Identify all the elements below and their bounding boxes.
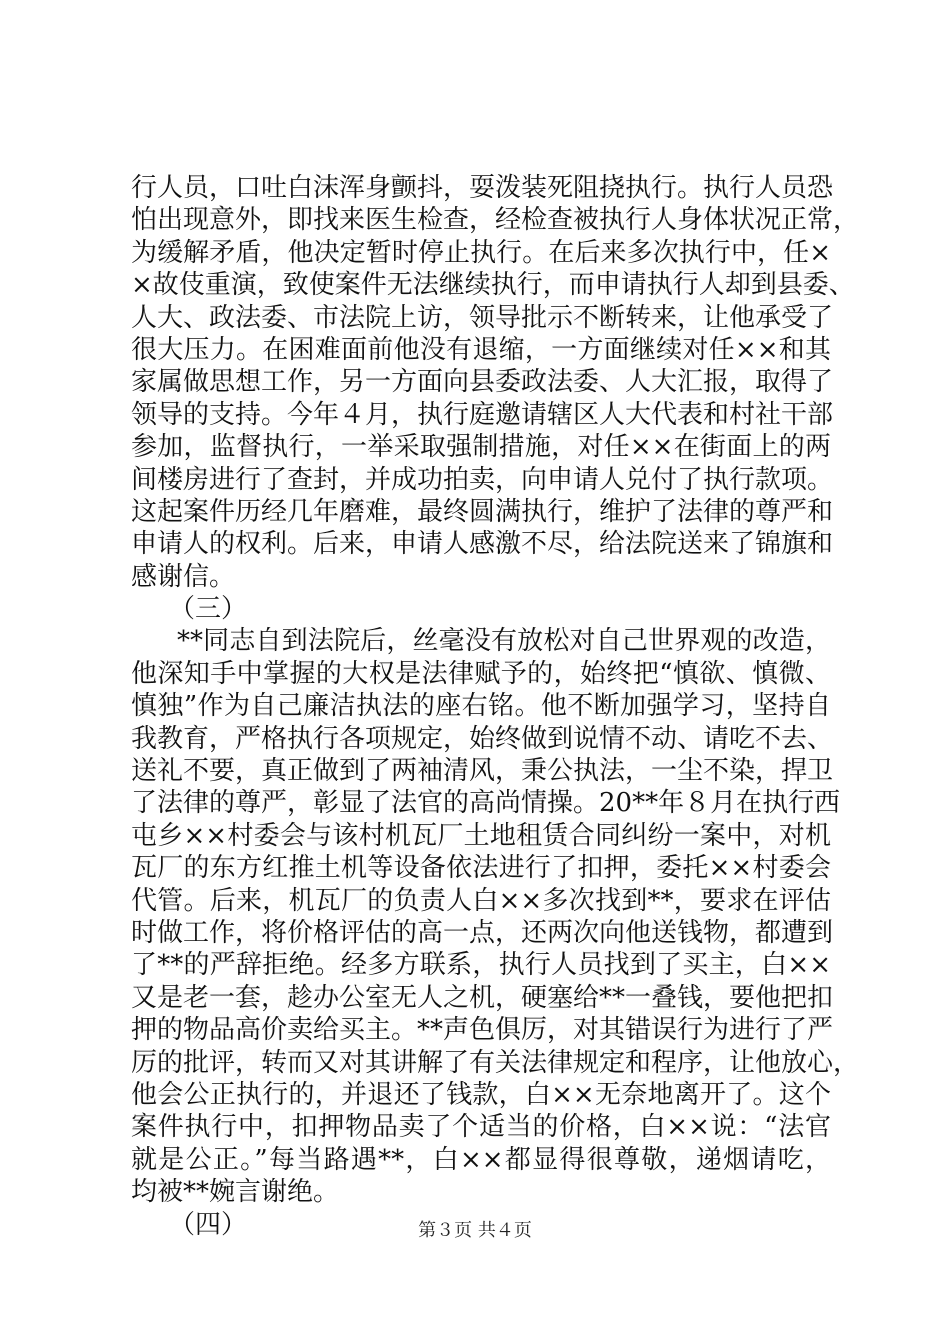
paragraph-line: 参加，监督执行，一举采取强制措施，对任××在街面上的两	[131, 432, 831, 463]
paragraph-line: 人大、政法委、市法院上访，领导批示不断转来，让他承受了	[131, 302, 834, 333]
paragraph-line: 申请人的权利。后来，申请人感激不尽，给法院送来了锦旗和	[131, 529, 834, 560]
page-footer	[0, 1216, 950, 1242]
paragraph-line: 这起案件历经几年磨难，最终圆满执行，维护了法律的尊严和	[131, 496, 834, 527]
paragraph-line: 案件执行中，扣押物品卖了个适当的价格，白××说：“法官	[131, 1112, 831, 1143]
paragraph-line: 押的物品高价卖给买主。**声色俱厉，对其错误行为进行了严	[131, 1015, 834, 1046]
paragraph-line: 瓦厂的东方红推土机等设备依法进行了扣押，委托××村委会	[131, 853, 831, 884]
paragraph-line: 间楼房进行了查封，并成功拍卖，向申请人兑付了执行款项。	[131, 464, 834, 495]
paragraph-line: 就是公正。”每当路遇**，白××都显得很尊敬，递烟请吃，	[131, 1144, 831, 1175]
paragraph-line: **同志自到法院后，丝毫没有放松对自己世界观的改造，	[177, 626, 831, 657]
paragraph-line: 领导的支持。今年４月，执行庭邀请辖区人大代表和村社干部	[131, 399, 834, 430]
paragraph-line: 又是老一套，趁办公室无人之机，硬塞给**一叠钱，要他把扣	[131, 982, 834, 1013]
paragraph-line: 了法律的尊严，彰显了法官的高尚情操。20**年８月在执行西	[131, 788, 841, 819]
paragraph-line: 怕出现意外，即找来医生检查，经检查被执行人身体状况正常，	[131, 205, 860, 236]
paragraph-line: 厉的批评，转而又对其讲解了有关法律规定和程序，让他放心，	[131, 1047, 860, 1078]
paragraph-line: 时做工作，将价格评估的高一点，还两次向他送钱物，都遭到	[131, 917, 834, 948]
paragraph-line: 代管。后来，机瓦厂的负责人白××多次找到**，要求在评估	[131, 885, 831, 916]
paragraph-line: 他深知手中掌握的大权是法律赋予的，始终把“慎欲、慎微、	[131, 658, 831, 689]
paragraph-line: 很大压力。在困难面前他没有退缩，一方面继续对任××和其	[131, 334, 831, 365]
paragraph-line: 家属做思想工作，另一方面向县委政法委、人大汇报，取得了	[131, 367, 834, 398]
paragraph-line: 屯乡××村委会与该村机瓦厂土地租赁合同纠纷一案中，对机	[131, 820, 831, 851]
page-number: 第３页 共４页	[418, 1220, 532, 1241]
paragraph-line: 他会公正执行的，并退还了钱款，白××无奈地离开了。这个	[131, 1079, 831, 1110]
document-body	[131, 172, 860, 1241]
section-heading-3: （三）	[169, 594, 248, 625]
paragraph-line: 了**的严辞拒绝。经多方联系，执行人员找到了买主，白××	[131, 950, 831, 981]
section-heading-4: （四）	[169, 1209, 248, 1240]
paragraph-line: ×故伎重演，致使案件无法继续执行，而申请执行人却到县委、	[131, 270, 855, 301]
paragraph-line: 为缓解矛盾，他决定暂时停止执行。在后来多次执行中，任×	[131, 237, 831, 268]
paragraph-line: 慎独”作为自己廉洁执法的座右铭。他不断加强学习，坚持自	[131, 691, 831, 722]
paragraph-line: 行人员，口吐白沫浑身颤抖，耍泼装死阻挠执行。执行人员恐	[131, 173, 834, 203]
paragraph-line: 均被**婉言谢绝。	[131, 1177, 340, 1208]
paragraph-line: 感谢信。	[131, 561, 236, 592]
paragraph-line: 我教育，严格执行各项规定，始终做到说情不动、请吃不去、	[131, 723, 834, 754]
paragraph-line: 送礼不要，真正做到了两袖清风，秉公执法，一尘不染，捍卫	[131, 756, 834, 787]
